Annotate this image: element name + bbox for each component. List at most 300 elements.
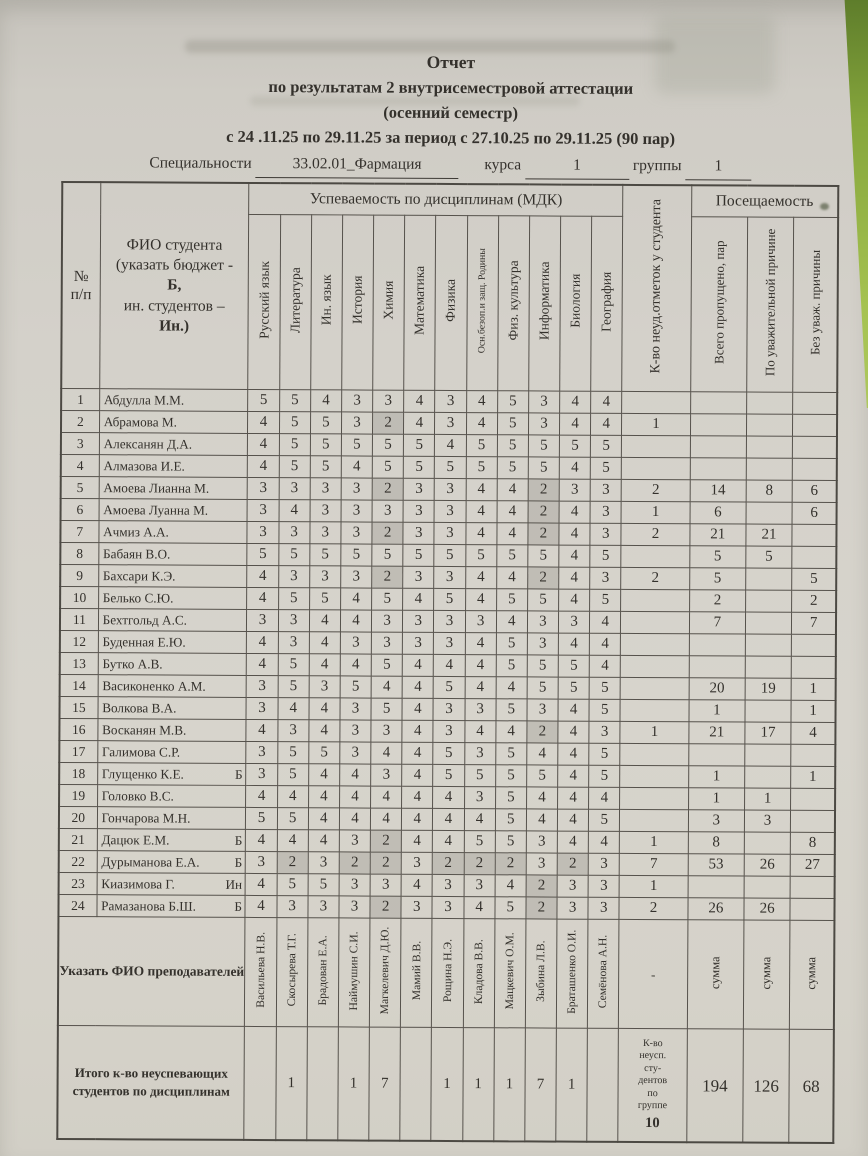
grade-cell: 4 <box>557 831 588 853</box>
student-name-cell <box>99 499 248 522</box>
student-name: Буденная Е.Ю. <box>102 634 186 650</box>
grade-cell: 4 <box>496 677 527 699</box>
missed-excused-cell <box>745 700 791 722</box>
grade-cell: 3 <box>278 566 309 588</box>
grade-cell: 5 <box>589 809 620 831</box>
grade-cell: 4 <box>247 631 278 653</box>
grade-cell: 4 <box>588 831 619 853</box>
grade-cell: 2 <box>372 566 403 588</box>
fails-dash-cell: - <box>619 919 688 1028</box>
student-name: Рамазанова Б.Ш. <box>101 898 196 914</box>
student-name: Бутко А.В. <box>102 656 163 672</box>
student-name-cell <box>97 873 246 896</box>
student-name-cell <box>98 565 247 588</box>
grade-cell: 2 <box>557 853 588 875</box>
grade-cell: 5 <box>526 765 557 787</box>
grade-cell: 4 <box>246 785 277 807</box>
grade-cell: 4 <box>248 433 279 455</box>
grade-cell: 3 <box>341 500 372 522</box>
teacher-name-cell <box>556 919 588 1028</box>
grade-cell: 4 <box>309 654 340 676</box>
student-name: Галимова С.Р. <box>101 744 181 760</box>
grade-cell: 3 <box>246 851 277 873</box>
fail-count-cell <box>621 611 689 633</box>
fail-count-cell <box>620 743 688 765</box>
missed-total-cell <box>689 634 745 656</box>
grade-cell: 5 <box>497 435 528 457</box>
grade-cell: 5 <box>558 655 589 677</box>
attendance-header-label: Без уваж. причины <box>807 249 823 355</box>
grade-cell: 4 <box>434 654 465 676</box>
grade-cell: 5 <box>310 456 341 478</box>
student-name-cell <box>97 741 246 764</box>
grade-cell: 4 <box>340 588 371 610</box>
grade-cell: 3 <box>401 896 432 918</box>
student-name: Амоева Луанна М. <box>103 502 209 518</box>
fail-count-cell: 1 <box>619 875 687 897</box>
missed-total-cell <box>690 458 746 480</box>
fail-count-cell: 2 <box>621 567 689 589</box>
missed-total-cell: 8 <box>688 832 744 854</box>
grade-cell: 4 <box>466 413 497 435</box>
sum-label: сумма <box>759 956 774 990</box>
subject-header <box>529 216 561 391</box>
grade-cell: 5 <box>464 831 495 853</box>
grade-cell: 5 <box>528 435 559 457</box>
attendance-total: 194 <box>686 1029 743 1143</box>
grade-cell: 3 <box>341 412 372 434</box>
missed-total-cell: 7 <box>689 612 745 634</box>
grade-cell: 4 <box>402 698 433 720</box>
student-name: Дацюк Е.М. <box>101 832 170 848</box>
performance-group-header: Успеваемость по дисциплинам (МДК) <box>249 183 623 216</box>
grade-cell: 5 <box>589 743 620 765</box>
student-name-cell <box>98 719 247 742</box>
missed-total-cell <box>688 876 744 898</box>
budget-flag: Б <box>235 766 243 782</box>
grade-cell: 2 <box>464 853 495 875</box>
subject-header <box>373 215 405 390</box>
grade-cell: 3 <box>434 522 465 544</box>
row-number: 17 <box>59 740 97 762</box>
grade-cell: 3 <box>433 698 464 720</box>
grade-cell: 5 <box>496 699 527 721</box>
grade-cell: 3 <box>434 610 465 632</box>
grade-cell: 4 <box>433 786 464 808</box>
fail-count-cell <box>620 699 688 721</box>
grade-cell: 2 <box>370 830 401 852</box>
grade-cell: 4 <box>308 764 339 786</box>
grade-cell: 5 <box>310 434 341 456</box>
grade-cell: 4 <box>496 611 527 633</box>
report-subtitle: по результатам 2 внутрисеместровой аттестации <box>268 77 634 98</box>
grade-cell: 3 <box>526 831 557 853</box>
missed-total-cell: 21 <box>690 524 746 546</box>
grade-cell: 3 <box>247 499 278 521</box>
missed-excused-cell <box>744 832 790 854</box>
attestation-table <box>56 181 839 1144</box>
grade-cell: 5 <box>558 677 589 699</box>
grade-cell: 5 <box>404 434 435 456</box>
grade-cell: 3 <box>526 853 557 875</box>
missed-unexcused-cell: 5 <box>792 568 836 590</box>
grade-cell: 5 <box>341 434 372 456</box>
missed-excused-cell <box>746 436 792 458</box>
missed-unexcused-cell <box>792 524 836 546</box>
grade-cell: 4 <box>589 633 620 655</box>
grade-cell: 4 <box>309 632 340 654</box>
report-page <box>56 48 840 1144</box>
grade-cell: 3 <box>342 390 373 412</box>
grade-cell: 3 <box>465 611 496 633</box>
grade-cell: 5 <box>371 698 402 720</box>
row-number: 2 <box>61 410 99 432</box>
grade-cell: 4 <box>466 479 497 501</box>
grade-cell: 5 <box>590 545 621 567</box>
grade-cell: 4 <box>496 721 527 743</box>
grade-cell: 4 <box>340 654 371 676</box>
grade-cell: 5 <box>279 456 310 478</box>
grade-cell: 2 <box>372 478 403 500</box>
row-number: 1 <box>61 388 99 410</box>
specialty-line <box>61 150 839 181</box>
missed-excused-cell <box>746 458 792 480</box>
grade-cell: 4 <box>277 830 308 852</box>
grade-cell: 3 <box>372 500 403 522</box>
subject-fail-total: 1 <box>338 1027 370 1141</box>
student-name-cell <box>97 785 246 808</box>
grade-cell: 4 <box>559 545 590 567</box>
missed-total-cell: 2 <box>689 590 745 612</box>
subject-fail-total <box>307 1027 339 1141</box>
grade-cell: 3 <box>527 611 558 633</box>
budget-flag: Ин <box>225 876 243 892</box>
grade-cell: 4 <box>466 391 497 413</box>
teacher-name: Васильева Н.В. <box>253 932 268 1008</box>
row-number: 23 <box>59 872 97 894</box>
grade-cell: 3 <box>246 741 277 763</box>
missed-unexcused-cell <box>790 898 834 920</box>
missed-excused-cell: 3 <box>744 810 790 832</box>
student-name-cell <box>97 851 246 874</box>
subject-header-label: Физика <box>443 279 459 322</box>
sum-label-cell <box>790 920 835 1029</box>
grade-cell: 5 <box>527 655 558 677</box>
grade-cell: 4 <box>589 787 620 809</box>
grade-cell: 3 <box>590 567 621 589</box>
grade-cell: 3 <box>464 875 495 897</box>
grade-cell: 4 <box>247 587 278 609</box>
grade-cell: 4 <box>465 567 496 589</box>
teacher-name: Кладова В.В. <box>471 938 486 1004</box>
grade-cell: 3 <box>528 413 559 435</box>
grade-cell: 4 <box>466 501 497 523</box>
subject-header-label: Русский язык <box>256 260 272 339</box>
grade-cell: 4 <box>248 455 279 477</box>
grade-cell: 4 <box>277 786 308 808</box>
grade-cell: 5 <box>277 764 308 786</box>
row-number: 14 <box>60 674 98 696</box>
missed-unexcused-cell: 1 <box>791 766 835 788</box>
grade-cell: 4 <box>526 787 557 809</box>
missed-unexcused-cell <box>791 744 835 766</box>
missed-unexcused-cell: 7 <box>792 612 836 634</box>
specialty-label: Специальности <box>149 154 252 172</box>
grade-cell: 4 <box>463 897 494 919</box>
missed-excused-cell: 26 <box>744 854 790 876</box>
attendance-header <box>747 217 794 392</box>
subject-fail-total: 1 <box>556 1028 588 1142</box>
fail-count-cell <box>621 655 689 677</box>
sum-label: сумма <box>804 956 819 990</box>
grade-cell: 5 <box>497 413 528 435</box>
row-number: 5 <box>61 476 99 498</box>
grade-cell: 4 <box>590 611 621 633</box>
grade-cell: 4 <box>559 501 590 523</box>
grade-cell: 3 <box>247 609 278 631</box>
fail-count-cell: 1 <box>620 831 688 853</box>
grade-cell: 2 <box>372 522 403 544</box>
missed-excused-cell <box>746 414 792 436</box>
grade-cell: 3 <box>432 874 463 896</box>
group-fails-text: К-во неусп. сту- дентов по группе <box>637 1037 668 1112</box>
attendance-header-label: Всего пропущено, пар <box>711 240 727 364</box>
grade-cell: 4 <box>340 764 371 786</box>
missed-excused-cell <box>744 876 790 898</box>
fail-count-cell <box>621 589 689 611</box>
missed-unexcused-cell <box>790 876 834 898</box>
grade-cell: 4 <box>558 699 589 721</box>
subject-header-label: Математика <box>411 265 428 335</box>
row-number: 12 <box>60 630 98 652</box>
student-name: Белько С.Ю. <box>102 590 174 606</box>
fail-count-cell <box>620 677 688 699</box>
grade-cell: 2 <box>528 523 559 545</box>
missed-excused-cell <box>745 744 791 766</box>
grade-cell: 4 <box>435 434 466 456</box>
teacher-name-cell <box>494 919 526 1028</box>
column-header-student-name: ФИО студента (указать бюджет - Б, ин. студентов – Ин.) <box>99 182 249 389</box>
grade-cell: 5 <box>278 676 309 698</box>
specialty-value: 33.02.01_Фармация <box>256 151 459 179</box>
grade-cell: 3 <box>340 698 371 720</box>
student-name-cell <box>97 895 246 918</box>
grade-cell: 4 <box>404 412 435 434</box>
grade-cell: 3 <box>528 391 559 413</box>
student-name: Головко В.С. <box>101 788 174 804</box>
grade-cell: 5 <box>278 588 309 610</box>
grade-cell: 5 <box>372 434 403 456</box>
student-name-cell <box>99 455 248 478</box>
subject-header <box>342 215 374 390</box>
grade-cell: 3 <box>339 896 370 918</box>
grade-cell: 3 <box>590 479 621 501</box>
grade-cell: 5 <box>433 742 464 764</box>
grade-cell: 3 <box>372 610 403 632</box>
grade-cell: 4 <box>310 390 341 412</box>
grade-cell: 4 <box>560 391 591 413</box>
grade-cell: 4 <box>402 742 433 764</box>
missed-total-cell <box>690 392 746 414</box>
grade-cell: 3 <box>246 697 277 719</box>
grade-cell: 5 <box>248 389 279 411</box>
fail-count-cell: 2 <box>621 523 689 545</box>
grade-cell: 5 <box>310 544 341 566</box>
missed-excused-cell <box>745 656 791 678</box>
subject-header <box>310 215 342 390</box>
teacher-name: Брадован Е.А. <box>316 935 330 1006</box>
grade-cell: 4 <box>465 523 496 545</box>
grade-cell: 4 <box>371 742 402 764</box>
subject-header-label: Литература <box>287 266 303 333</box>
grade-cell: 2 <box>433 852 464 874</box>
row-number: 24 <box>58 894 96 916</box>
grade-cell: 4 <box>308 808 339 830</box>
student-name-cell <box>99 521 248 544</box>
missed-total-cell: 1 <box>688 788 744 810</box>
missed-total-cell <box>690 414 746 436</box>
grade-cell: 3 <box>279 478 310 500</box>
subject-header-label: Информатика <box>536 261 552 341</box>
grade-cell: 3 <box>401 852 432 874</box>
grade-cell: 5 <box>434 588 465 610</box>
grade-cell: 5 <box>591 435 622 457</box>
missed-excused-cell <box>745 634 791 656</box>
grade-cell: 4 <box>402 764 433 786</box>
grade-cell: 4 <box>370 808 401 830</box>
teacher-name: Мацкевич О.М. <box>502 932 517 1010</box>
grade-cell: 3 <box>432 896 463 918</box>
missed-total-cell <box>690 436 746 458</box>
grade-cell: 5 <box>340 676 371 698</box>
grade-cell: 3 <box>464 743 495 765</box>
grade-cell: 2 <box>277 852 308 874</box>
student-name-cell <box>98 543 247 566</box>
row-number: 8 <box>60 542 98 564</box>
course-value: 1 <box>525 152 629 180</box>
grade-cell: 5 <box>433 676 464 698</box>
teacher-name-cell <box>369 918 401 1027</box>
subject-header <box>404 215 436 390</box>
subject-header <box>497 216 529 391</box>
subject-header <box>591 216 623 391</box>
grade-cell: 4 <box>591 413 622 435</box>
missed-unexcused-cell <box>791 656 835 678</box>
grade-cell: 3 <box>340 742 371 764</box>
grade-cell: 4 <box>246 719 277 741</box>
student-name-cell <box>97 829 246 852</box>
grade-cell: 3 <box>435 390 466 412</box>
grade-cell: 3 <box>527 633 558 655</box>
missed-excused-cell <box>746 568 792 590</box>
grade-cell: 3 <box>464 787 495 809</box>
student-name-cell <box>98 697 247 720</box>
grade-cell: 2 <box>370 896 401 918</box>
student-name: Бехтгольд А.С. <box>102 612 188 628</box>
grade-cell: 4 <box>403 588 434 610</box>
grade-cell: 3 <box>465 699 496 721</box>
row-number: 22 <box>59 850 97 872</box>
grade-cell: 5 <box>246 807 277 829</box>
missed-unexcused-cell <box>793 436 837 458</box>
subject-header <box>279 215 311 390</box>
grade-cell: 3 <box>309 676 340 698</box>
grade-cell: 5 <box>403 456 434 478</box>
grade-cell: 5 <box>495 897 526 919</box>
grade-cell: 3 <box>403 500 434 522</box>
grade-cell: 4 <box>495 875 526 897</box>
missed-excused-cell: 17 <box>745 722 791 744</box>
grade-cell: 4 <box>309 720 340 742</box>
attendance-header-label: По уважительной причине <box>762 228 779 376</box>
grade-cell: 5 <box>495 743 526 765</box>
grade-cell: 3 <box>433 720 464 742</box>
grade-cell: 5 <box>589 677 620 699</box>
row-number: 6 <box>61 498 99 520</box>
grade-cell: 4 <box>248 411 279 433</box>
grade-cell: 4 <box>339 786 370 808</box>
grade-cell: 4 <box>589 655 620 677</box>
student-name: Глущенко К.Е. <box>101 766 184 782</box>
missed-total-cell: 26 <box>688 898 744 920</box>
grade-cell: 3 <box>403 632 434 654</box>
grade-cell: 3 <box>557 897 588 919</box>
fail-count-cell: 1 <box>621 501 689 523</box>
column-header-fail-count: К-во неуд.отметок у студента <box>622 185 691 392</box>
grade-cell: 3 <box>309 566 340 588</box>
grade-cell: 4 <box>401 874 432 896</box>
grade-cell: 5 <box>589 765 620 787</box>
student-name-cell <box>99 389 248 412</box>
grade-cell: 4 <box>497 523 528 545</box>
grade-cell: 3 <box>279 522 310 544</box>
missed-excused-cell <box>746 590 792 612</box>
grade-cell: 2 <box>526 875 557 897</box>
student-name: Дурыманова Е.А. <box>101 854 200 870</box>
grade-cell: 5 <box>589 699 620 721</box>
grade-cell: 2 <box>526 897 557 919</box>
grade-cell: 4 <box>558 787 589 809</box>
grade-cell: 5 <box>403 544 434 566</box>
grade-cell: 3 <box>403 566 434 588</box>
row-number: 3 <box>61 432 99 454</box>
grade-cell: 4 <box>433 808 464 830</box>
missed-total-cell: 53 <box>688 854 744 876</box>
missed-unexcused-cell: 8 <box>791 832 835 854</box>
grade-cell: 5 <box>497 457 528 479</box>
subject-fail-total: 7 <box>369 1027 401 1141</box>
grade-cell: 5 <box>309 742 340 764</box>
grade-cell: 5 <box>371 654 402 676</box>
grade-cell: 3 <box>308 896 339 918</box>
grade-cell: 4 <box>465 655 496 677</box>
grade-cell: 2 <box>527 721 558 743</box>
teacher-name: Браташенко О.И. <box>565 929 579 1014</box>
grade-cell: 4 <box>558 633 589 655</box>
student-name: Васиконенко А.М. <box>102 678 206 694</box>
student-name: Абдулла М.М. <box>103 392 185 408</box>
grade-cell: 5 <box>496 589 527 611</box>
period-line: с 24 .11.25 по 29.11.25 за период с 27.10.25 по 29.11.25 (90 пар) <box>226 126 676 149</box>
grade-cell: 5 <box>528 457 559 479</box>
grade-cell: 4 <box>339 808 370 830</box>
grade-cell: 4 <box>433 830 464 852</box>
grade-cell: 4 <box>464 809 495 831</box>
fail-count-cell: 1 <box>620 721 688 743</box>
grade-cell: 4 <box>246 829 277 851</box>
grade-cell: 5 <box>527 589 558 611</box>
grade-cell: 4 <box>247 565 278 587</box>
